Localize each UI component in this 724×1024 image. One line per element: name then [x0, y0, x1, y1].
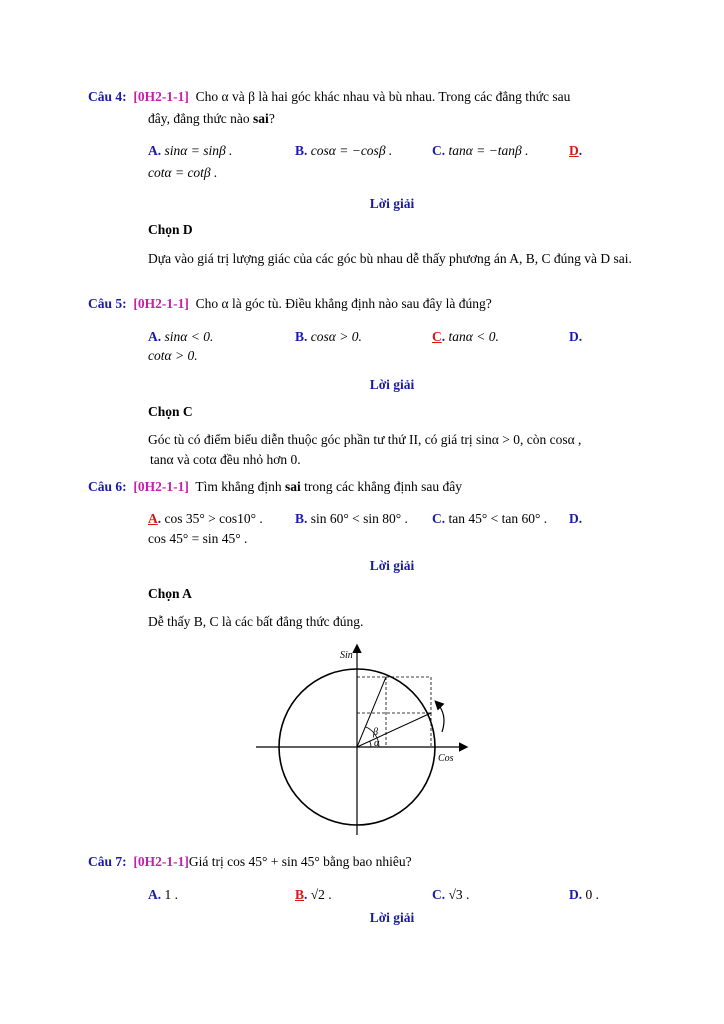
q4-option-d-label: D [569, 143, 579, 158]
q7-line1 [88, 854, 412, 870]
q5-label: Câu 5: [88, 296, 127, 311]
q4-text: Cho α và β là hai góc khác nhau và bù nhau. Trong các đẳng thức sau [195, 89, 571, 104]
q4-option-a: sinα = sinβ . [164, 143, 233, 158]
q4-option-b-wrap [295, 143, 392, 159]
q5-option-c-wrap [432, 329, 499, 345]
q5-option-c: tanα < 0. [448, 329, 499, 344]
q4-tag: [0H2-1-1] [133, 89, 189, 104]
q5-choice: Chọn C [148, 404, 193, 419]
q7-option-a-wrap [148, 887, 178, 903]
q4-option-d-wrap [569, 143, 582, 159]
cos-axis-label: Cos [438, 753, 454, 764]
q6-text-rest: trong các khẳng định sau đây [300, 479, 462, 494]
q6-option-d-label: D. [569, 511, 583, 526]
q7-option-d: 0 . [585, 887, 599, 902]
q5-line1 [88, 296, 492, 312]
q6-tag: [0H2-1-1] [133, 479, 189, 494]
q6-line1 [88, 479, 462, 495]
q7-option-b-label: B [295, 887, 305, 902]
q4-line1 [88, 89, 570, 105]
q6-label: Câu 6: [88, 479, 127, 494]
q6-option-b: sin 60° < sin 80° . [310, 511, 408, 526]
q5-option-c-dot: . [441, 329, 446, 344]
ray-alpha [357, 713, 431, 747]
q5-text: Cho α là góc tù. Điều khẳng định nào sau đây là đúng? [195, 296, 492, 311]
sin-axis-label: Sin [340, 650, 353, 661]
q6-solution-title: Lời giải [369, 558, 415, 573]
q6-option-a-label: A [148, 511, 158, 526]
q4-option-b-label: B. [295, 143, 308, 158]
q5-option-d-label: D. [569, 329, 583, 344]
q4-text-2: đây, đẳng thức nào [148, 111, 254, 126]
alpha-label: α [374, 738, 380, 749]
q4-label: Câu 4: [88, 89, 127, 104]
q4-text-sai: sai [253, 111, 269, 126]
q5-option-a-label: A. [148, 329, 162, 344]
q7-option-b: √2 . [310, 887, 332, 902]
q5-option-b-wrap [295, 329, 362, 345]
beta-label: β [373, 727, 378, 738]
rotation-arrow-icon [436, 702, 444, 732]
q4-choice: Chọn D [148, 222, 193, 237]
q4-option-c-wrap [432, 143, 529, 159]
q4-option-c: tanα = −tanβ . [448, 143, 529, 158]
q4-option-d: cotα = cotβ . [148, 165, 218, 180]
q4-option-b: cosα = −cosβ . [310, 143, 393, 158]
q6-option-a-wrap [148, 511, 263, 527]
q6-text-sai: sai [285, 479, 301, 494]
q6-option-a-dot: . [157, 511, 162, 526]
q5-option-b: cosα > 0. [310, 329, 362, 344]
q6-option-a: cos 35° > cos10° . [164, 511, 263, 526]
q7-solution-title: Lời giải [369, 910, 415, 925]
projection-lines [357, 677, 431, 747]
q6-option-b-wrap [295, 511, 408, 527]
q7-option-b-wrap [295, 887, 332, 903]
q7-option-a: 1 . [164, 887, 178, 902]
q4-options [148, 143, 232, 159]
q7-label: Câu 7: [88, 854, 127, 869]
q7-option-d-wrap [569, 887, 599, 903]
q7-option-c-label: C. [432, 887, 446, 902]
q5-explanation-1: Góc tù có điểm biểu diễn thuộc góc phần tư thứ II, có giá trị sinα > 0, còn cosα , [148, 432, 582, 447]
q5-option-d-wrap [569, 329, 582, 345]
q7-option-b-dot: . [304, 887, 308, 902]
q5-option-a-wrap [148, 329, 213, 345]
q6-option-d: cos 45° = sin 45° . [148, 531, 248, 546]
q6-option-c-label: C. [432, 511, 446, 526]
q4-line2 [148, 111, 275, 127]
q4-option-a-label: A. [148, 143, 162, 158]
ray-beta [357, 677, 386, 747]
q6-option-d-wrap [569, 511, 582, 527]
q7-option-c-wrap [432, 887, 469, 903]
q7-option-d-label: D. [569, 887, 583, 902]
q5-option-d: cotα > 0. [148, 348, 198, 363]
alpha-arc [370, 741, 371, 747]
q6-text: Tìm khẳng định [195, 479, 286, 494]
q5-option-b-label: B. [295, 329, 308, 344]
q6-option-b-label: B. [295, 511, 308, 526]
q5-option-c-label: C [432, 329, 442, 344]
q4-option-d-dot: . [578, 143, 583, 158]
q7-text: Giá trị cos 45° + sin 45° bằng bao nhiêu? [188, 854, 412, 869]
q6-explanation: Dễ thấy B, C là các bất đẳng thức đúng. [148, 614, 364, 629]
q6-option-c: tan 45° < tan 60° . [448, 511, 548, 526]
q5-solution-title: Lời giải [369, 377, 415, 392]
unit-circle-figure [250, 640, 480, 845]
q4-option-c-label: C. [432, 143, 446, 158]
q7-option-a-label: A. [148, 887, 162, 902]
q6-option-c-wrap [432, 511, 547, 527]
q5-tag: [0H2-1-1] [133, 296, 189, 311]
q4-explanation: Dựa vào giá trị lượng giác của các góc bù nhau dễ thấy phương án A, B, C đúng và D sai. [148, 251, 632, 266]
q7-option-c: √3 . [448, 887, 470, 902]
q5-option-a: sinα < 0. [164, 329, 214, 344]
q5-explanation-2: tanα và cotα đều nhỏ hơn 0. [150, 452, 301, 467]
q7-tag: [0H2-1-1] [133, 854, 189, 869]
q4-solution-title: Lời giải [369, 196, 415, 211]
q6-choice: Chọn A [148, 586, 192, 601]
q4-text-qmark: ? [268, 111, 275, 126]
